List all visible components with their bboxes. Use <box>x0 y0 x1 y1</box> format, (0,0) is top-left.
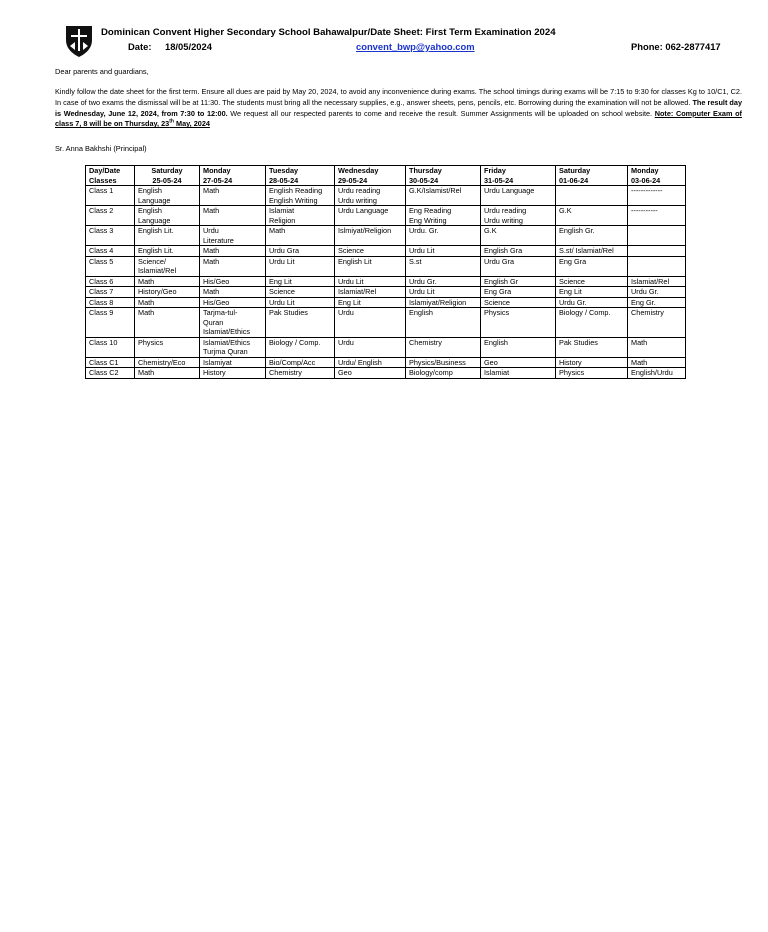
class-cell: Class 7 <box>86 287 135 298</box>
instructions-paragraph <box>55 87 742 130</box>
exam-cell: Urdu Gr. <box>556 297 628 308</box>
exam-cell: ----------- <box>628 206 686 226</box>
exam-cell: History <box>200 368 266 379</box>
exam-cell: History <box>556 357 628 368</box>
exam-cell: English Language <box>135 186 200 206</box>
exam-cell: Bio/Comp/Acc <box>266 357 335 368</box>
class-cell: Class 9 <box>86 308 135 338</box>
exam-cell: Islamiat <box>481 368 556 379</box>
exam-cell: Math <box>135 368 200 379</box>
phone-number: Phone: 062-2877417 <box>631 41 721 52</box>
table-row <box>86 276 686 287</box>
table-header-row <box>86 166 686 186</box>
exam-cell: Urdu Gr. <box>406 276 481 287</box>
exam-cell: Biology / Comp. <box>266 337 335 357</box>
exam-cell: Physics/Business <box>406 357 481 368</box>
exam-cell: Math <box>628 337 686 357</box>
class-cell: Class 2 <box>86 206 135 226</box>
exam-cell: Islamiat Religion <box>266 206 335 226</box>
exam-cell: English Lit <box>335 256 406 276</box>
class-cell: Class 8 <box>86 297 135 308</box>
exam-cell: Math <box>200 206 266 226</box>
exam-cell: Biology/comp <box>406 368 481 379</box>
table-row <box>86 206 686 226</box>
exam-cell: Chemistry <box>628 308 686 338</box>
exam-cell: Eng Gra <box>556 256 628 276</box>
table-row <box>86 308 686 338</box>
exam-cell: Physics <box>481 308 556 338</box>
class-cell: Class 3 <box>86 226 135 246</box>
exam-cell: English Gr. <box>556 226 628 246</box>
exam-cell: S.st/ Islamiat/Rel <box>556 246 628 257</box>
exam-cell: Eng Gra <box>481 287 556 298</box>
exam-cell: Urdu Literature <box>200 226 266 246</box>
class-cell: Class 4 <box>86 246 135 257</box>
exam-cell: Eng Reading Eng Writing <box>406 206 481 226</box>
class-cell: Class C1 <box>86 357 135 368</box>
day-header: Wednesday 29-05-24 <box>335 166 406 186</box>
class-cell: Class 10 <box>86 337 135 357</box>
result-day-text: The result day is Wednesday, June 12, 2024, from 7:30 to 12:00. <box>55 97 742 118</box>
exam-cell: Math <box>200 287 266 298</box>
date-label: Date: <box>128 41 152 52</box>
class-cell: Class 6 <box>86 276 135 287</box>
exam-cell: Urdu Lit <box>335 276 406 287</box>
exam-cell: Pak Studies <box>266 308 335 338</box>
exam-cell: Urdu reading Urdu writing <box>335 186 406 206</box>
exam-cell: English <box>481 337 556 357</box>
exam-cell: His/Geo <box>200 276 266 287</box>
exam-cell: Islmiyat/Religion <box>335 226 406 246</box>
exam-cell: Urdu/ English <box>335 357 406 368</box>
exam-cell: His/Geo <box>200 297 266 308</box>
exam-cell: Urdu Gra <box>481 256 556 276</box>
exam-cell: Chemistry <box>266 368 335 379</box>
exam-cell: Math <box>200 256 266 276</box>
exam-cell: Urdu reading Urdu writing <box>481 206 556 226</box>
greeting: Dear parents and guardians, <box>55 67 149 76</box>
day-header: Thursday 30-05-24 <box>406 166 481 186</box>
class-cell: Class 5 <box>86 256 135 276</box>
paragraph-part1: Kindly follow the date sheet for the first term. Ensure all dues are paid by May 20, 2024, to avoid any inconvenience during exams. The school timings during exams will be 7:15 to 9:30 for classes Kg to 10/C1, C2. In case of two exams the dismissal will be at 11:30. The students must bring all the necessary supplies, e.g., answer sheets, pens, pencils, etc. Borrowing during the examination will not be allowed. <box>55 87 742 107</box>
table-row <box>86 246 686 257</box>
exam-cell: English Reading English Writing <box>266 186 335 206</box>
exam-cell: Urdu Lit <box>406 287 481 298</box>
day-header: Tuesday 28-05-24 <box>266 166 335 186</box>
table-row <box>86 186 686 206</box>
exam-cell: Islamiat/Rel <box>335 287 406 298</box>
exam-cell <box>556 186 628 206</box>
exam-cell: Geo <box>335 368 406 379</box>
paragraph-part2: We request all our respected parents to come and receive the result. Summer Assignments will be uploaded on school website. <box>230 108 653 118</box>
exam-cell: Urdu Lit <box>406 246 481 257</box>
exam-cell: Urdu Gra <box>266 246 335 257</box>
table-row <box>86 337 686 357</box>
exam-cell: G.K <box>481 226 556 246</box>
exam-cell: Urdu <box>335 337 406 357</box>
exam-cell <box>628 226 686 246</box>
table-row <box>86 287 686 298</box>
exam-cell: English Language <box>135 206 200 226</box>
exam-cell: Islamiat/Ethics Turjma Quran <box>200 337 266 357</box>
exam-cell: Math <box>628 357 686 368</box>
exam-cell: Urdu. Gr. <box>406 226 481 246</box>
table-row <box>86 357 686 368</box>
day-header: Saturday 25-05-24 <box>135 166 200 186</box>
exam-cell: History/Geo <box>135 287 200 298</box>
exam-cell: English <box>406 308 481 338</box>
exam-cell: Urdu Lit <box>266 297 335 308</box>
corner-header: Day/Date Classes <box>86 166 135 186</box>
exam-cell: Urdu Gr. <box>628 287 686 298</box>
exam-cell: Chemistry <box>406 337 481 357</box>
table-row <box>86 297 686 308</box>
table-row <box>86 226 686 246</box>
exam-cell: Math <box>200 246 266 257</box>
exam-cell: Physics <box>135 337 200 357</box>
exam-cell: Chemistry/Eco <box>135 357 200 368</box>
day-header: Monday 03-06-24 <box>628 166 686 186</box>
exam-cell: Urdu <box>335 308 406 338</box>
exam-cell <box>628 256 686 276</box>
exam-cell: Eng Lit <box>556 287 628 298</box>
exam-cell: Physics <box>556 368 628 379</box>
document-title: Dominican Convent Higher Secondary School Bahawalpur/Date Sheet: First Term Examination 2024 <box>101 27 556 38</box>
exam-cell: Math <box>200 186 266 206</box>
class-cell: Class C2 <box>86 368 135 379</box>
table-row <box>86 256 686 276</box>
day-header: Friday 31-05-24 <box>481 166 556 186</box>
school-crest-icon <box>64 24 94 58</box>
exam-cell: Eng Lit <box>266 276 335 287</box>
exam-cell: Urdu Lit <box>266 256 335 276</box>
exam-cell: English Gra <box>481 246 556 257</box>
exam-cell: Biology / Comp. <box>556 308 628 338</box>
exam-cell: Math <box>135 276 200 287</box>
exam-cell: Tarjma-tul- Quran Islamiat/Ethics <box>200 308 266 338</box>
exam-cell: Science <box>335 246 406 257</box>
document-date: 18/05/2024 <box>165 41 212 52</box>
exam-cell: Urdu Language <box>335 206 406 226</box>
principal-signoff: Sr. Anna Bakhshi (Principal) <box>55 144 147 153</box>
exam-cell: Eng Gr. <box>628 297 686 308</box>
exam-cell: Math <box>135 297 200 308</box>
exam-cell: Eng Lit <box>335 297 406 308</box>
exam-cell: S.st <box>406 256 481 276</box>
exam-cell: G.K/Islamist/Rel <box>406 186 481 206</box>
exam-cell: G.K <box>556 206 628 226</box>
exam-cell: Islamiat/Rel <box>628 276 686 287</box>
exam-cell: ------------- <box>628 186 686 206</box>
exam-cell: English Lit. <box>135 246 200 257</box>
exam-cell: Pak Studies <box>556 337 628 357</box>
exam-cell: Science <box>481 297 556 308</box>
exam-cell: Islamiyat/Religion <box>406 297 481 308</box>
class-cell: Class 1 <box>86 186 135 206</box>
email-link[interactable]: convent_bwp@yahoo.com <box>356 41 475 52</box>
computer-exam-note: Note: Computer Exam of class 7, 8 will be on Thursday, 23th May, 2024 <box>55 108 742 129</box>
date-sheet-table <box>85 165 686 379</box>
exam-cell: Islamiyat <box>200 357 266 368</box>
exam-cell: Science <box>266 287 335 298</box>
exam-cell: English Lit. <box>135 226 200 246</box>
table-row <box>86 368 686 379</box>
exam-cell: Math <box>266 226 335 246</box>
exam-cell: Urdu Language <box>481 186 556 206</box>
exam-cell: English/Urdu <box>628 368 686 379</box>
exam-cell: Science <box>556 276 628 287</box>
exam-cell: English Gr <box>481 276 556 287</box>
exam-cell: Science/ Islamiat/Rel <box>135 256 200 276</box>
day-header: Saturday 01-06-24 <box>556 166 628 186</box>
day-header: Monday 27-05-24 <box>200 166 266 186</box>
exam-cell: Geo <box>481 357 556 368</box>
exam-cell <box>628 246 686 257</box>
exam-cell: Math <box>135 308 200 338</box>
